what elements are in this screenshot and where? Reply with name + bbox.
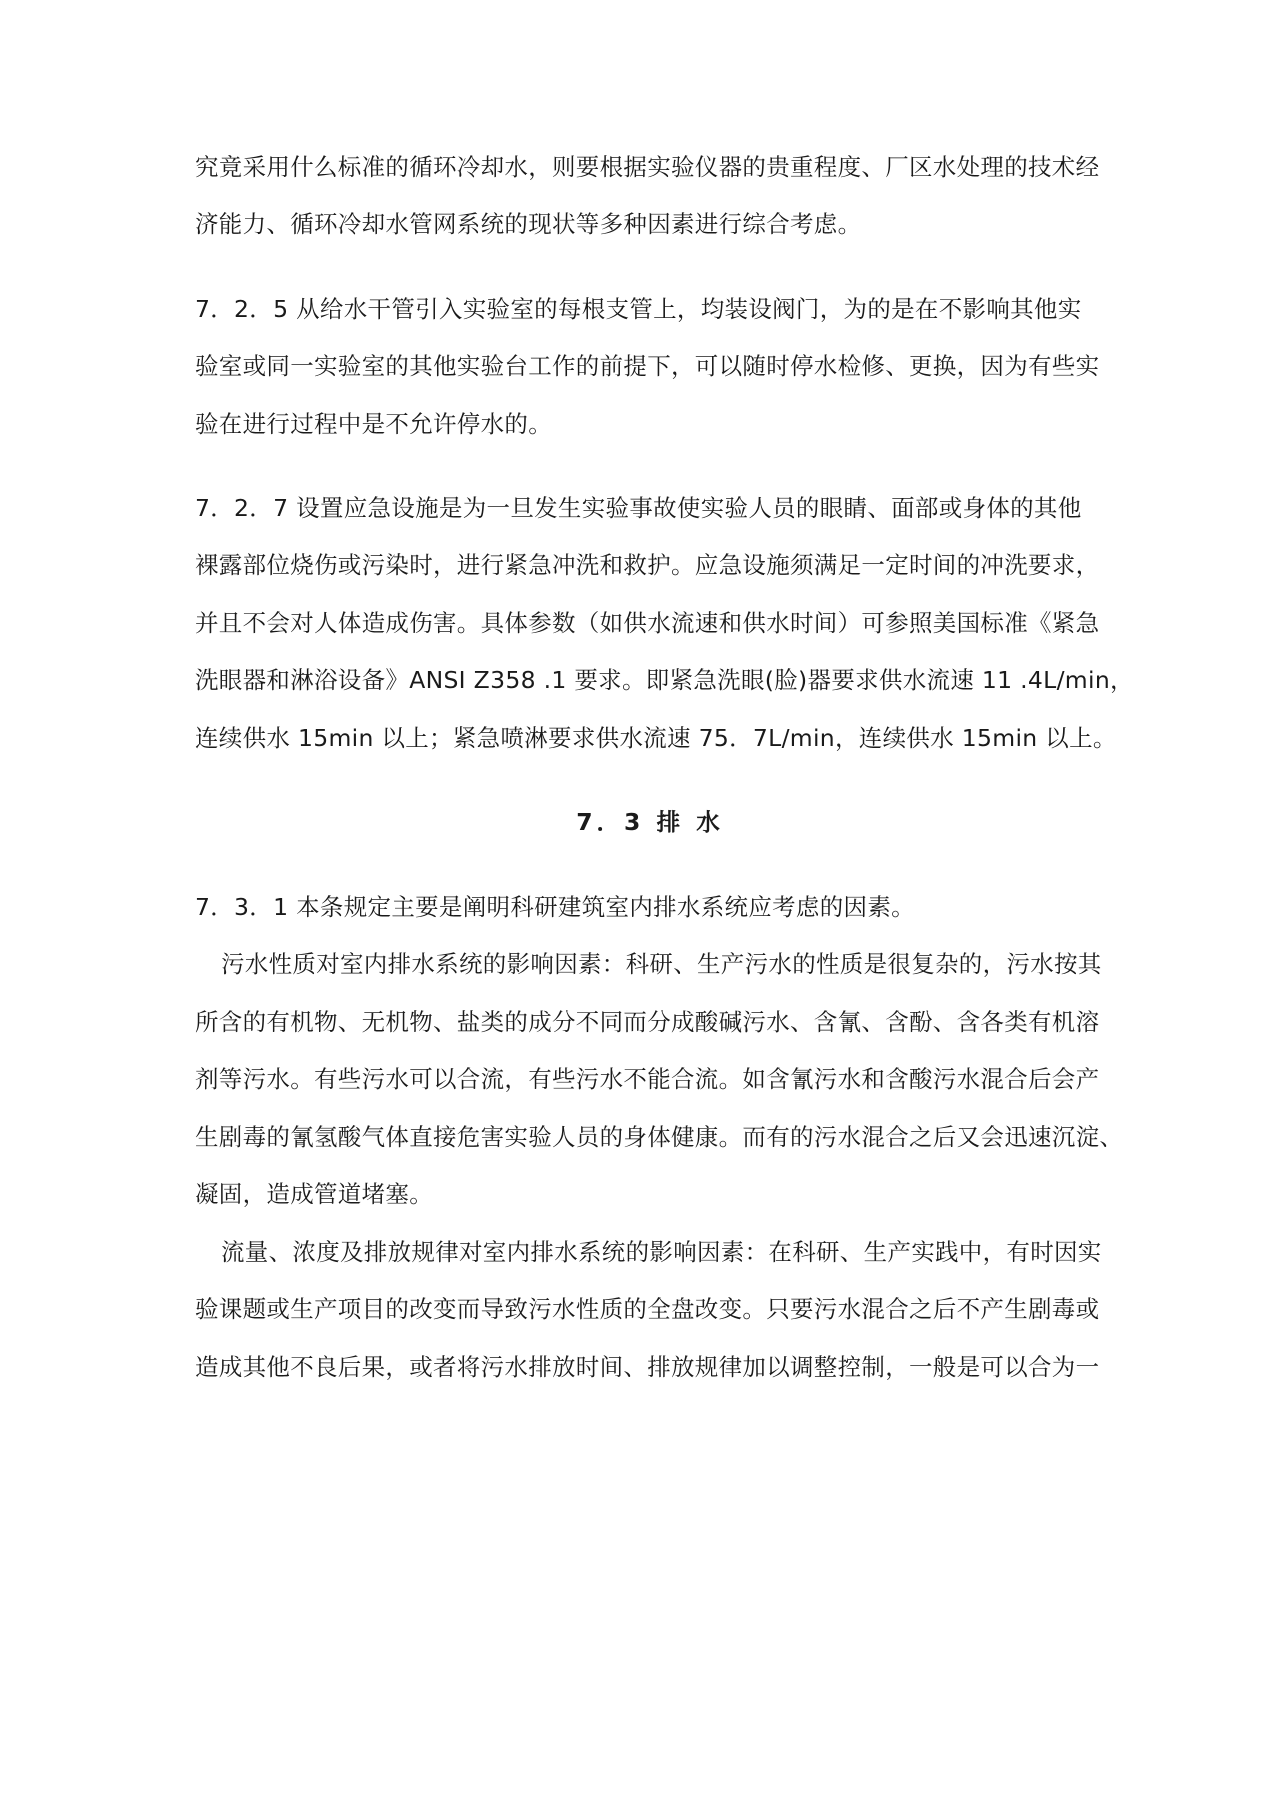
clause-7-2-5-line-3: 验在进行过程中是不允许停水的。: [195, 410, 552, 438]
clause-7-2-7-line-1: 7．2．7 设置应急设施是为一旦发生实验事故使实验人员的眼睛、面部或身体的其他: [195, 494, 1082, 522]
paragraph-5-line-2: 所含的有机物、无机物、盐类的成分不同而分成酸碱污水、含氰、含酚、含各类有机溶: [195, 1008, 1100, 1036]
paragraph-1-line-1: 究竟采用什么标准的循环冷却水，则要根据实验仪器的贵重程度、厂区水处理的技术经: [195, 153, 1100, 181]
paragraph-5-line-3: 剂等污水。有些污水可以合流，有些污水不能合流。如含氰污水和含酸污水混合后会产: [195, 1065, 1100, 1093]
clause-7-3-1-line-1: 7．3．1 本条规定主要是阐明科研建筑室内排水系统应考虑的因素。: [195, 893, 915, 921]
clause-7-2-5-line-1: 7．2．5 从给水干管引入实验室的每根支管上，均装设阀门，为的是在不影响其他实: [195, 295, 1082, 323]
section-heading: 7．3 排 水: [576, 808, 724, 836]
paragraph-1-line-2: 济能力、循环冷却水管网系统的现状等多种因素进行综合考虑。: [195, 210, 862, 238]
paragraph-6-line-3: 造成其他不良后果，或者将污水排放时间、排放规律加以调整控制，一般是可以合为一: [195, 1353, 1100, 1381]
paragraph-6-line-1: 流量、浓度及排放规律对室内排水系统的影响因素：在科研、生产实践中，有时因实: [221, 1238, 1102, 1266]
paragraph-6-line-2: 验课题或生产项目的改变而导致污水性质的全盘改变。只要污水混合之后不产生剧毒或: [195, 1295, 1100, 1323]
paragraph-5-line-1: 污水性质对室内排水系统的影响因素：科研、生产污水的性质是很复杂的，污水按其: [221, 950, 1102, 978]
clause-7-2-7-line-4: 洗眼器和淋浴设备》ANSI Z358 .1 要求。即紧急洗眼(脸)器要求供水流速 11 .4L/min，: [195, 666, 1134, 694]
clause-7-2-7-line-3: 并且不会对人体造成伤害。具体参数（如供水流速和供水时间）可参照美国标准《紧急: [195, 609, 1100, 637]
paragraph-5-line-5: 凝固，造成管道堵塞。: [195, 1180, 433, 1208]
clause-7-2-5-line-2: 验室或同一实验室的其他实验台工作的前提下，可以随时停水检修、更换，因为有些实: [195, 352, 1100, 380]
clause-7-2-7-line-2: 裸露部位烧伤或污染时，进行紧急冲洗和救护。应急设施须满足一定时间的冲洗要求，: [195, 551, 1100, 579]
paragraph-5-line-4: 生剧毒的氰氢酸气体直接危害实验人员的身体健康。而有的污水混合之后又会迅速沉淀、: [195, 1123, 1124, 1151]
clause-7-2-7-line-5: 连续供水 15min 以上；紧急喷淋要求供水流速 75．7L/min，连续供水 15min 以上。: [195, 724, 1117, 752]
